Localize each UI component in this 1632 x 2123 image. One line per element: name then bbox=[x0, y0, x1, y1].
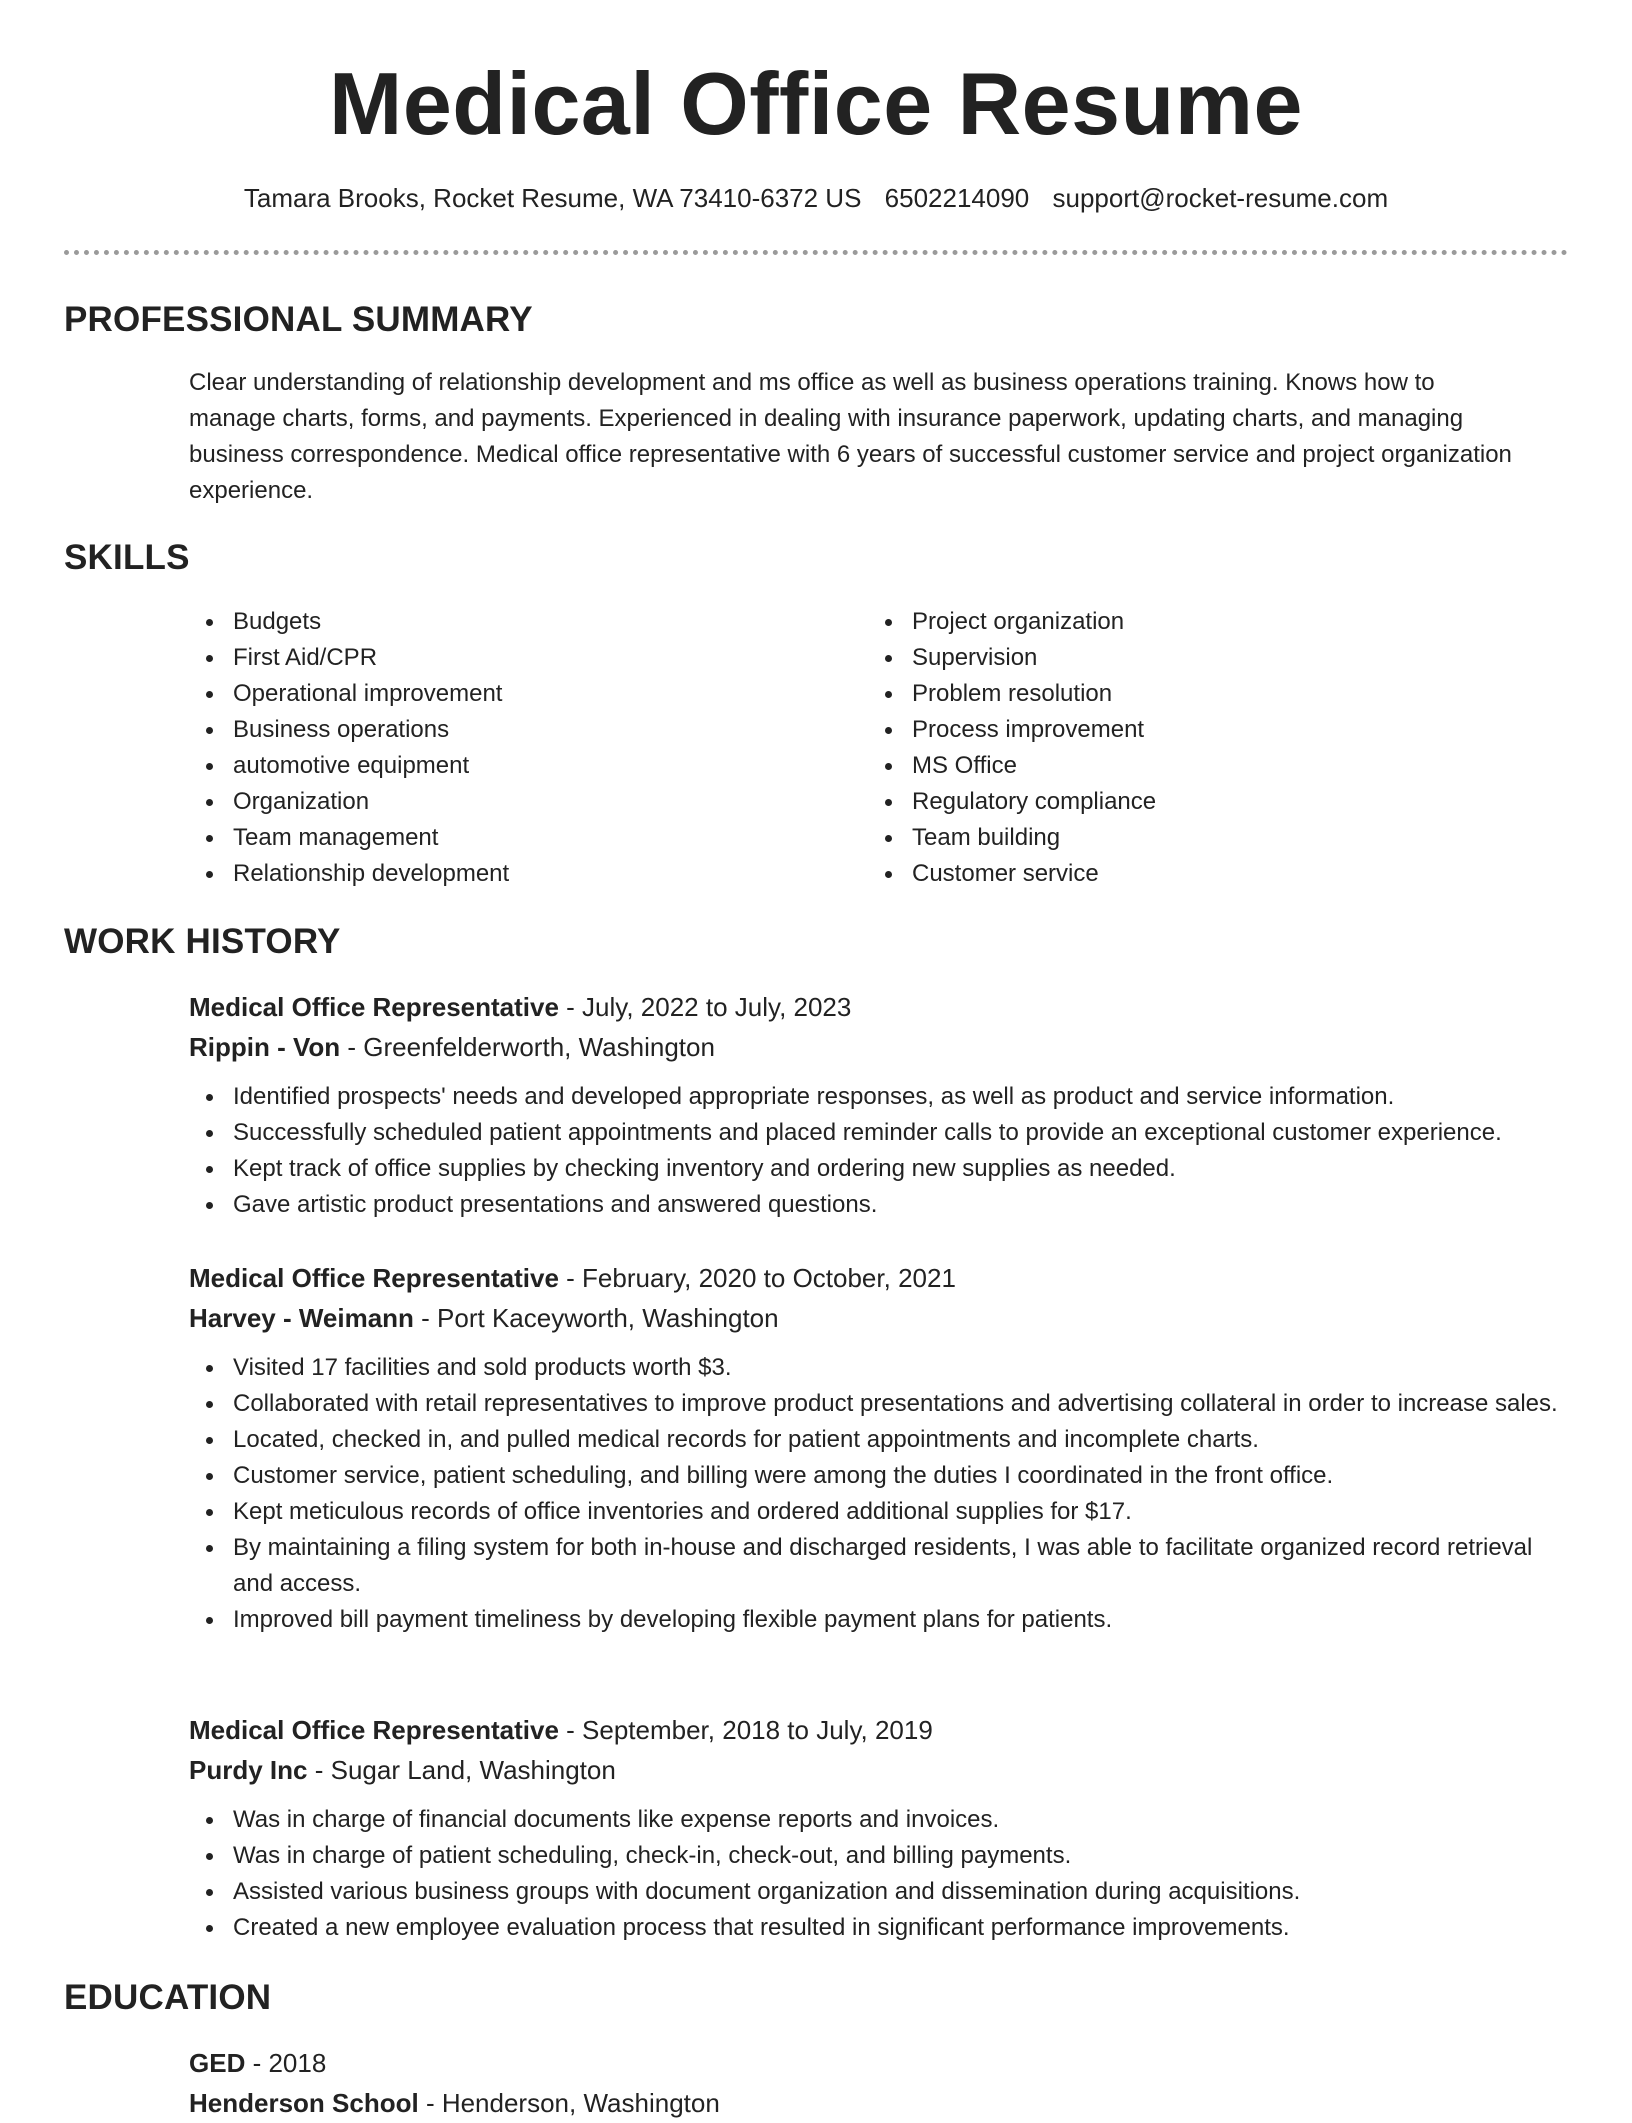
job-duties bbox=[189, 1350, 1569, 1638]
job-duty: Created a new employee evaluation process that resulted in significant performance improvements. bbox=[189, 1910, 1569, 1946]
contact-line bbox=[0, 180, 1632, 216]
job-title-line bbox=[189, 987, 1569, 1027]
job-company: Rippin - Von bbox=[189, 1032, 341, 1062]
skill-item: Budgets bbox=[189, 604, 829, 640]
education-degree-line bbox=[189, 2043, 1569, 2083]
job-duty: Was in charge of patient scheduling, check-in, check-out, and billing payments. bbox=[189, 1838, 1569, 1874]
skill-item: MS Office bbox=[868, 748, 1508, 784]
job-duty: Was in charge of financial documents like expense reports and invoices. bbox=[189, 1802, 1569, 1838]
skill-item: Supervision bbox=[868, 640, 1508, 676]
job-duty: Collaborated with retail representatives to improve product presentations and advertising collateral in order to increase sales. bbox=[189, 1386, 1569, 1422]
job-title: Medical Office Representative bbox=[189, 1715, 559, 1745]
education-location: - Henderson, Washington bbox=[425, 2088, 720, 2118]
job-duty: Visited 17 facilities and sold products worth $3. bbox=[189, 1350, 1569, 1386]
job-company: Purdy Inc bbox=[189, 1755, 308, 1785]
skills-list-left bbox=[189, 604, 829, 892]
skills-list-right bbox=[868, 604, 1508, 892]
resume-title: Medical Office Resume bbox=[329, 54, 1303, 153]
skill-item: Customer service bbox=[868, 856, 1508, 892]
job-title: Medical Office Representative bbox=[189, 1263, 559, 1293]
summary-heading: PROFESSIONAL SUMMARY bbox=[64, 300, 533, 339]
education-heading: EDUCATION bbox=[64, 1978, 272, 2017]
job-dates: - September, 2018 to July, 2019 bbox=[566, 1715, 933, 1745]
education-school-line bbox=[189, 2083, 1569, 2123]
job-company-line bbox=[189, 1750, 1569, 1790]
skills-heading: SKILLS bbox=[64, 538, 190, 577]
skill-item: Team building bbox=[868, 820, 1508, 856]
header-divider bbox=[64, 250, 1568, 255]
job-duties bbox=[189, 1802, 1569, 1946]
job-duty: Located, checked in, and pulled medical records for patient appointments and incomplete charts. bbox=[189, 1422, 1569, 1458]
job-company-line bbox=[189, 1027, 1569, 1067]
job-title: Medical Office Representative bbox=[189, 992, 559, 1022]
job-duty: Customer service, patient scheduling, and billing were among the duties I coordinated in the front office. bbox=[189, 1458, 1569, 1494]
contact-phone: 6502214090 bbox=[884, 183, 1030, 213]
skill-item: automotive equipment bbox=[189, 748, 829, 784]
skill-item: First Aid/CPR bbox=[189, 640, 829, 676]
skill-item: Problem resolution bbox=[868, 676, 1508, 712]
skill-item: Relationship development bbox=[189, 856, 829, 892]
job-company: Harvey - Weimann bbox=[189, 1303, 414, 1333]
education-school: Henderson School bbox=[189, 2088, 419, 2118]
skill-item: Team management bbox=[189, 820, 829, 856]
job-title-line bbox=[189, 1258, 1569, 1298]
education-year: - 2018 bbox=[252, 2048, 327, 2078]
job-dates: - February, 2020 to October, 2021 bbox=[566, 1263, 956, 1293]
skill-item: Organization bbox=[189, 784, 829, 820]
job-duty: Assisted various business groups with document organization and dissemination during acquisitions. bbox=[189, 1874, 1569, 1910]
contact-email: support@rocket-resume.com bbox=[1052, 183, 1389, 213]
skill-item: Operational improvement bbox=[189, 676, 829, 712]
job-entry bbox=[189, 1258, 1569, 1638]
skill-item: Project organization bbox=[868, 604, 1508, 640]
job-duties bbox=[189, 1079, 1569, 1223]
job-location: - Greenfelderworth, Washington bbox=[347, 1032, 715, 1062]
contact-address: Tamara Brooks, Rocket Resume, WA 73410-6372 US bbox=[243, 183, 862, 213]
education-degree: GED bbox=[189, 2048, 246, 2078]
job-duty: Identified prospects' needs and developed appropriate responses, as well as product and service information. bbox=[189, 1079, 1569, 1115]
education-entry bbox=[189, 2043, 1569, 2123]
job-location: - Port Kaceyworth, Washington bbox=[421, 1303, 779, 1333]
work-history-heading: WORK HISTORY bbox=[64, 922, 341, 961]
job-duty: Kept meticulous records of office inventories and ordered additional supplies for $17. bbox=[189, 1494, 1569, 1530]
skill-item: Process improvement bbox=[868, 712, 1508, 748]
job-duty: Gave artistic product presentations and answered questions. bbox=[189, 1187, 1569, 1223]
job-title-line bbox=[189, 1710, 1569, 1750]
skill-item: Regulatory compliance bbox=[868, 784, 1508, 820]
job-duty: By maintaining a filing system for both in-house and discharged residents, I was able to facilitate organized record retrieval and access. bbox=[189, 1530, 1569, 1602]
job-entry bbox=[189, 1710, 1569, 1946]
job-company-line bbox=[189, 1298, 1569, 1338]
summary-text: Clear understanding of relationship development and ms office as well as business operations training. Knows how to manage charts, forms, and payments. Experienced in dealing with insurance paperwork, updating charts, and managing business correspondence. Medical office representative with 6 years of successful customer service and project organization experience. bbox=[189, 369, 1512, 504]
skill-item: Business operations bbox=[189, 712, 829, 748]
job-duty: Kept track of office supplies by checking inventory and ordering new supplies as needed. bbox=[189, 1151, 1569, 1187]
job-location: - Sugar Land, Washington bbox=[314, 1755, 616, 1785]
job-dates: - July, 2022 to July, 2023 bbox=[566, 992, 852, 1022]
job-entry bbox=[189, 987, 1569, 1223]
job-duty: Successfully scheduled patient appointments and placed reminder calls to provide an exceptional customer experience. bbox=[189, 1115, 1569, 1151]
job-duty: Improved bill payment timeliness by developing flexible payment plans for patients. bbox=[189, 1602, 1569, 1638]
